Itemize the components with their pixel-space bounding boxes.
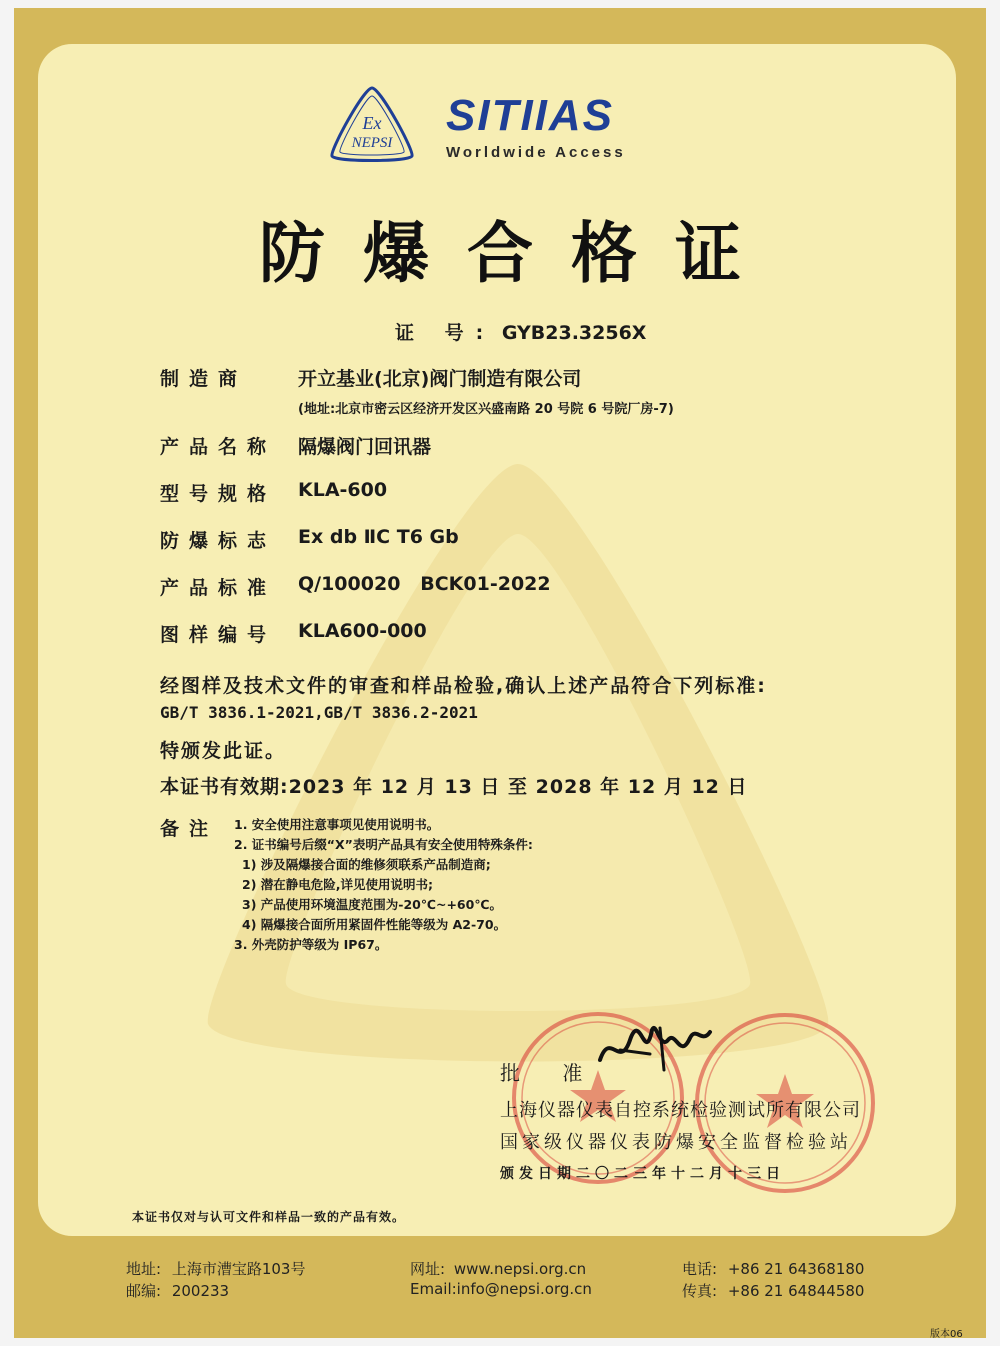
confirmation-text: 经图样及技术文件的审查和样品检验,确认上述产品符合下列标准:	[160, 675, 767, 697]
footer-tel-value: +86 21 64368180	[727, 1260, 865, 1278]
validity-disclaimer: 本证书仅对与认可文件和样品一致的产品有效。	[132, 1210, 406, 1224]
note-item: 3. 外壳防护等级为 IP67。	[234, 937, 388, 952]
issue-statement: 特颁发此证。	[160, 740, 287, 762]
version-tag: 版本06	[930, 1329, 963, 1340]
certificate-number-label: 证 号:	[395, 322, 496, 344]
footer-address-value: 上海市漕宝路103号	[171, 1260, 306, 1278]
footer-fax-label: 传真:	[682, 1282, 718, 1300]
certificate-title: 防爆合格证	[259, 214, 779, 292]
sitiias-wordmark: SITIIAS	[446, 91, 615, 140]
manufacturer-value: 开立基业(北京)阀门制造有限公司	[298, 368, 582, 390]
footer-fax-value: +86 21 64844580	[727, 1282, 865, 1300]
ex-marking-label: 防爆标志	[160, 530, 277, 552]
footer-fax	[682, 1280, 864, 1301]
drawing-number-value: KLA600-000	[298, 620, 427, 642]
drawing-number-label: 图样编号	[160, 624, 277, 646]
ex-marking-value: Ex db ⅡC T6 Gb	[298, 526, 459, 548]
footer-address-label: 地址:	[126, 1260, 162, 1278]
model-value: KLA-600	[298, 479, 388, 501]
footer-website	[410, 1258, 586, 1279]
manufacturer-label: 制造商	[160, 368, 248, 390]
footer-phone	[682, 1258, 864, 1279]
model-label: 型号规格	[160, 483, 277, 505]
footer-email-label: Email:	[410, 1280, 457, 1298]
footer-tel-label: 电话:	[682, 1260, 718, 1278]
sitiias-tagline: Worldwide Access	[446, 144, 626, 161]
issue-date: 颁发日期二〇二三年十二月十三日	[500, 1166, 785, 1182]
footer-address	[126, 1258, 305, 1279]
footer-postcode-value: 200233	[171, 1282, 230, 1300]
product-standard-value: Q/100020 BCK01-2022	[298, 573, 551, 595]
note-item: 2. 证书编号后缀“X”表明产品具有安全使用特殊条件:	[234, 837, 533, 852]
note-sub-item: 4) 隔爆接合面所用紧固件性能等级为 A2-70。	[242, 917, 507, 932]
note-sub-item: 2) 潜在静电危险,详见使用说明书;	[242, 877, 434, 892]
product-name-value: 隔爆阀门回讯器	[298, 436, 432, 458]
notes-label: 备注	[160, 818, 219, 840]
certificate-number	[395, 318, 646, 345]
footer-email	[410, 1280, 592, 1298]
standards-list: GB/T 3836.1-2021,GB/T 3836.2-2021	[160, 703, 478, 722]
director-signature	[590, 1010, 720, 1080]
ex-logo-text: Ex	[362, 113, 382, 133]
note-item: 1. 安全使用注意事项见使用说明书。	[234, 817, 440, 832]
product-standard-label: 产品标准	[160, 577, 277, 599]
footer-postcode	[126, 1280, 229, 1301]
footer-web-link[interactable]: www.nepsi.org.cn	[453, 1260, 587, 1278]
manufacturer-address: (地址:北京市密云区经济开发区兴盛南路 20 号院 6 号院厂房-7)	[298, 402, 674, 417]
institute-name: 上海仪器仪表自控系统检验测试所有限公司	[500, 1100, 861, 1121]
sitiias-logo	[446, 92, 626, 161]
ex-nepsi-logo	[326, 84, 418, 164]
validity-period: 本证书有效期:2023 年 12 月 13 日 至 2028 年 12 月 12 日	[160, 776, 748, 798]
footer-postcode-label: 邮编:	[126, 1282, 162, 1300]
footer-web-label: 网址:	[410, 1260, 446, 1278]
note-sub-item: 3) 产品使用环境温度范围为-20℃~+60℃。	[242, 897, 502, 912]
product-name-label: 产品名称	[160, 436, 277, 458]
footer-email-link[interactable]: info@nepsi.org.cn	[456, 1280, 592, 1298]
station-name: 国家级仪器仪表防爆安全监督检验站	[500, 1132, 852, 1153]
nepsi-logo-text: NEPSI	[351, 135, 393, 151]
approval-label: 批 准	[500, 1061, 601, 1085]
note-sub-item: 1) 涉及隔爆接合面的维修须联系产品制造商;	[242, 857, 491, 872]
certificate-number-value: GYB23.3256X	[501, 322, 647, 344]
